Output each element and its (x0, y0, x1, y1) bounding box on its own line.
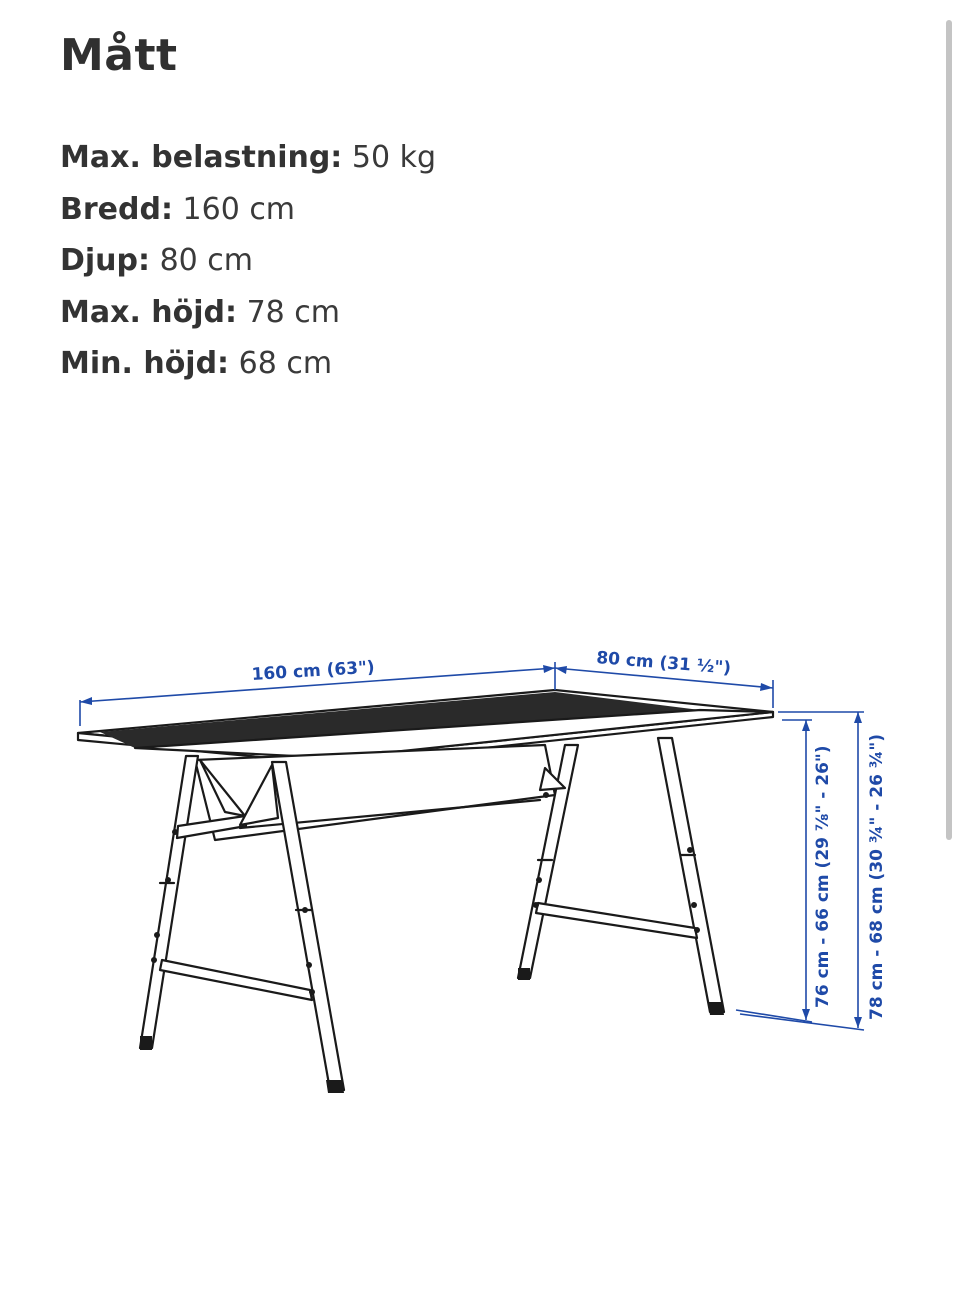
depth-dimension-label: 80 cm (31 ½") (595, 648, 732, 679)
right-front-leg-foot (518, 968, 530, 980)
spec-label: Max. belastning: (60, 140, 343, 175)
spec-label: Bredd: (60, 191, 173, 227)
spec-min-height (60, 338, 436, 390)
spec-value: 50 kg (351, 140, 436, 175)
table-drawing (78, 690, 773, 1093)
left-lower-crossbar (160, 960, 312, 1000)
right-back-leg (658, 738, 724, 1012)
spec-value: 160 cm (182, 191, 296, 227)
spec-value: 68 cm (238, 346, 333, 381)
page-title: Mått (60, 30, 178, 81)
spec-depth (60, 235, 436, 287)
left-back-leg-foot (326, 1080, 344, 1093)
right-lower-crossbar (536, 903, 697, 938)
right-back-leg-foot (708, 1002, 724, 1015)
spec-label: Min. höjd: (60, 346, 230, 381)
width-dimension-label: 160 cm (63") (251, 657, 376, 685)
spec-label: Djup: (60, 243, 151, 278)
inner-height-dimension-label: 76 cm - 66 cm (29 ⅞" - 26") (813, 745, 833, 1008)
spec-list (60, 132, 436, 390)
modesty-panel (195, 745, 555, 840)
spec-max-load (60, 132, 436, 184)
spec-width (60, 184, 436, 236)
left-front-leg-foot (140, 1036, 152, 1050)
spec-value: 80 cm (159, 243, 253, 278)
table-dimension-diagram (0, 620, 960, 1140)
left-front-leg (140, 756, 198, 1048)
spec-max-height (60, 287, 436, 339)
spec-value: 78 cm (246, 294, 340, 330)
spec-label: Max. höjd: (60, 294, 238, 330)
outer-height-dimension-label: 78 cm - 68 cm (30 ¾" - 26 ¾") (867, 733, 887, 1020)
